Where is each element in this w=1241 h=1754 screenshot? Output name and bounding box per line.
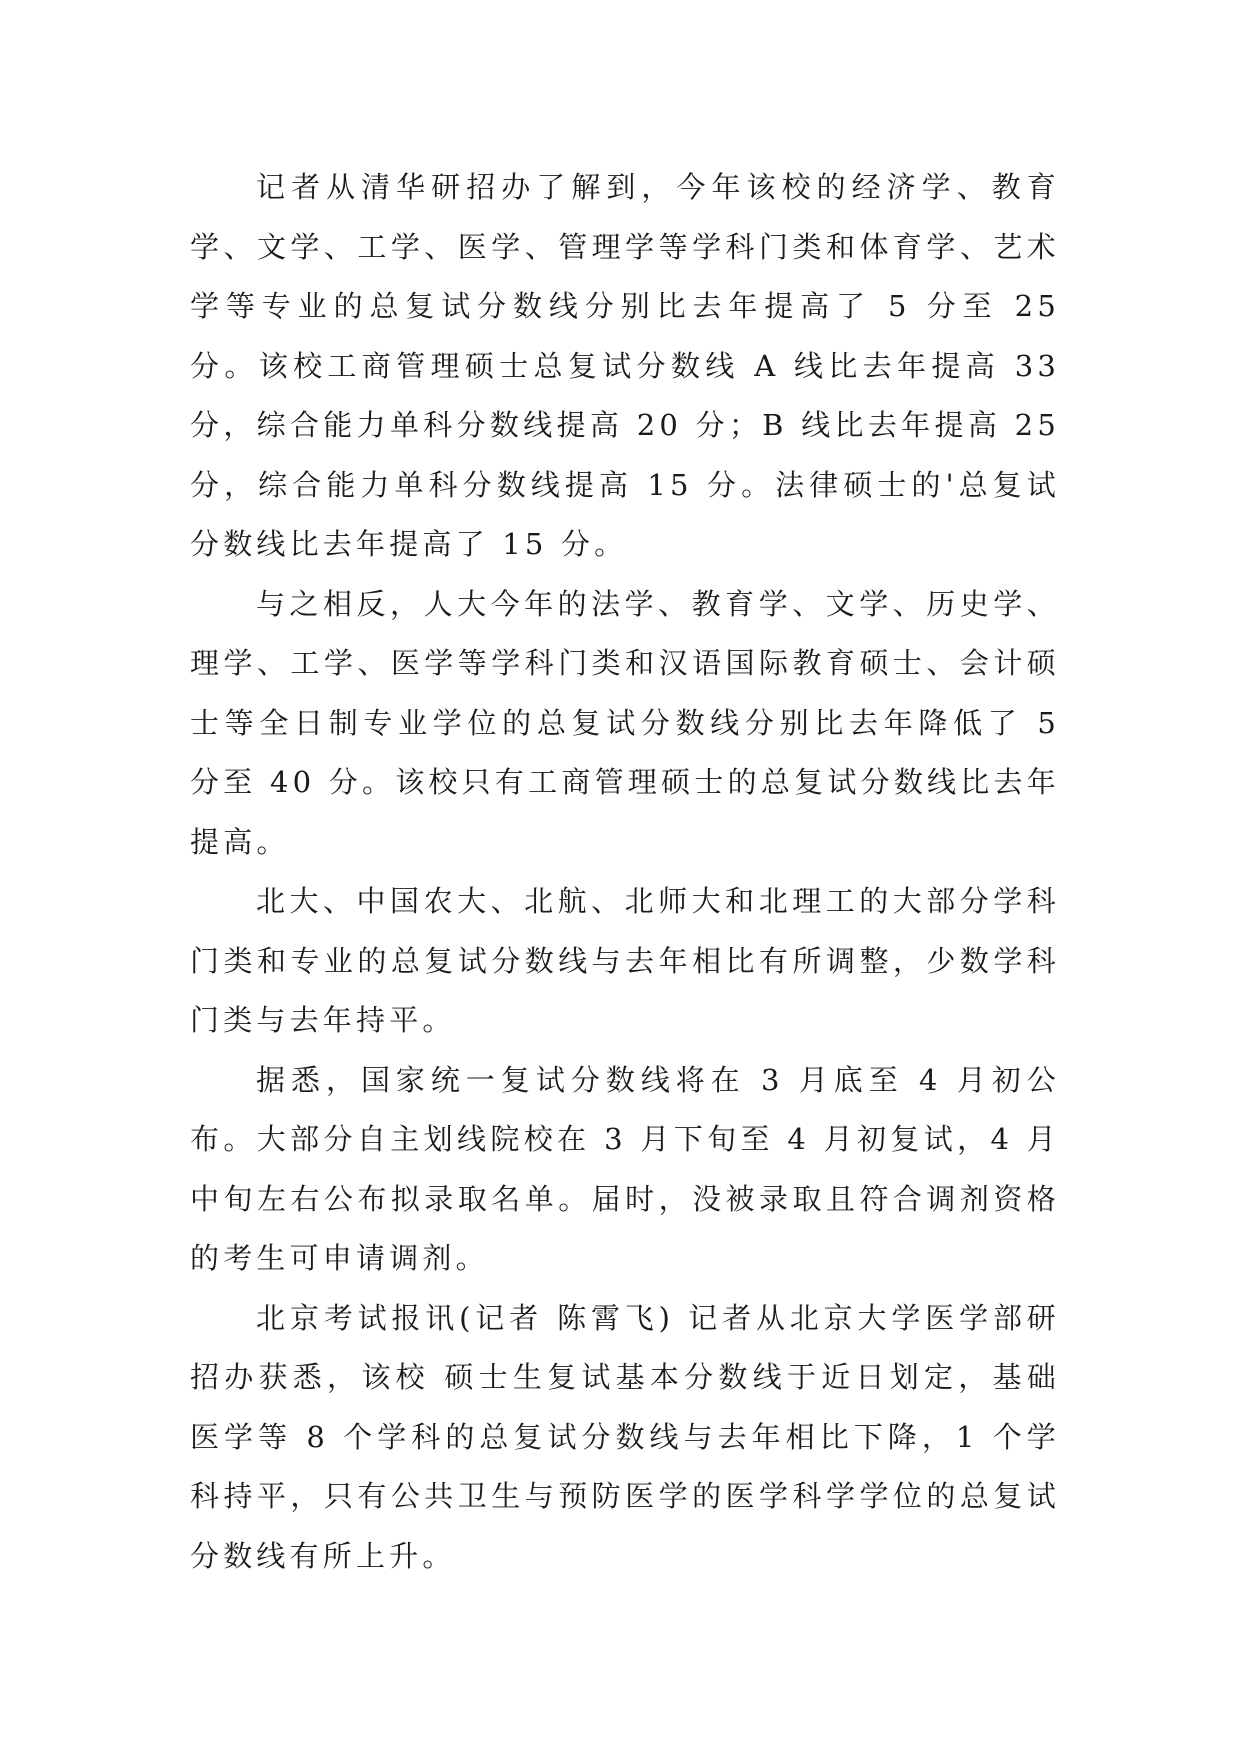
article-body [190, 158, 1060, 1586]
paragraph-pku-medical: 北京考试报讯(记者 陈霄飞) 记者从北京大学医学部研招办获悉，该校 硕士生复试基本分数线于近日划定，基础医学等 8 个学科的总复试分数线与去年相比下降，1 个学科持平，只有公共卫生与预防医学的医学科学学位的总复试分数线有所上升。 [190, 1300, 1060, 1573]
paragraph-other-universities: 北大、中国农大、北航、北师大和北理工的大部分学科门类和专业的总复试分数线与去年相比有所调整，少数学科门类与去年持平。 [190, 884, 1060, 1037]
paragraph-tsinghua: 记者从清华研招办了解到，今年该校的经济学、教育学、文学、工学、医学、管理学等学科门类和体育学、艺术学等专业的总复试分数线分别比去年提高了 5 分至 25 分。该校工商管理硕士总复试分数线 A 线比去年提高 33 分，综合能力单科分数线提高 20 分；B 线比去年提高 25 分，综合能力单科分数线提高 15 分。法律硕士的'总复试分数线比去年提高了 15 分。 [190, 170, 1060, 561]
paragraph-schedule: 据悉，国家统一复试分数线将在 3 月底至 4 月初公布。大部分自主划线院校在 3 月下旬至 4 月初复试，4 月中旬左右公布拟录取名单。届时，没被录取且符合调剂资格的考生可申请调剂。 [190, 1062, 1060, 1275]
paragraph-renmin: 与之相反，人大今年的法学、教育学、文学、历史学、理学、工学、医学等学科门类和汉语国际教育硕士、会计硕士等全日制专业学位的总复试分数线分别比去年降低了 5 分至 40 分。该校只有工商管理硕士的总复试分数线比去年提高。 [190, 586, 1060, 859]
